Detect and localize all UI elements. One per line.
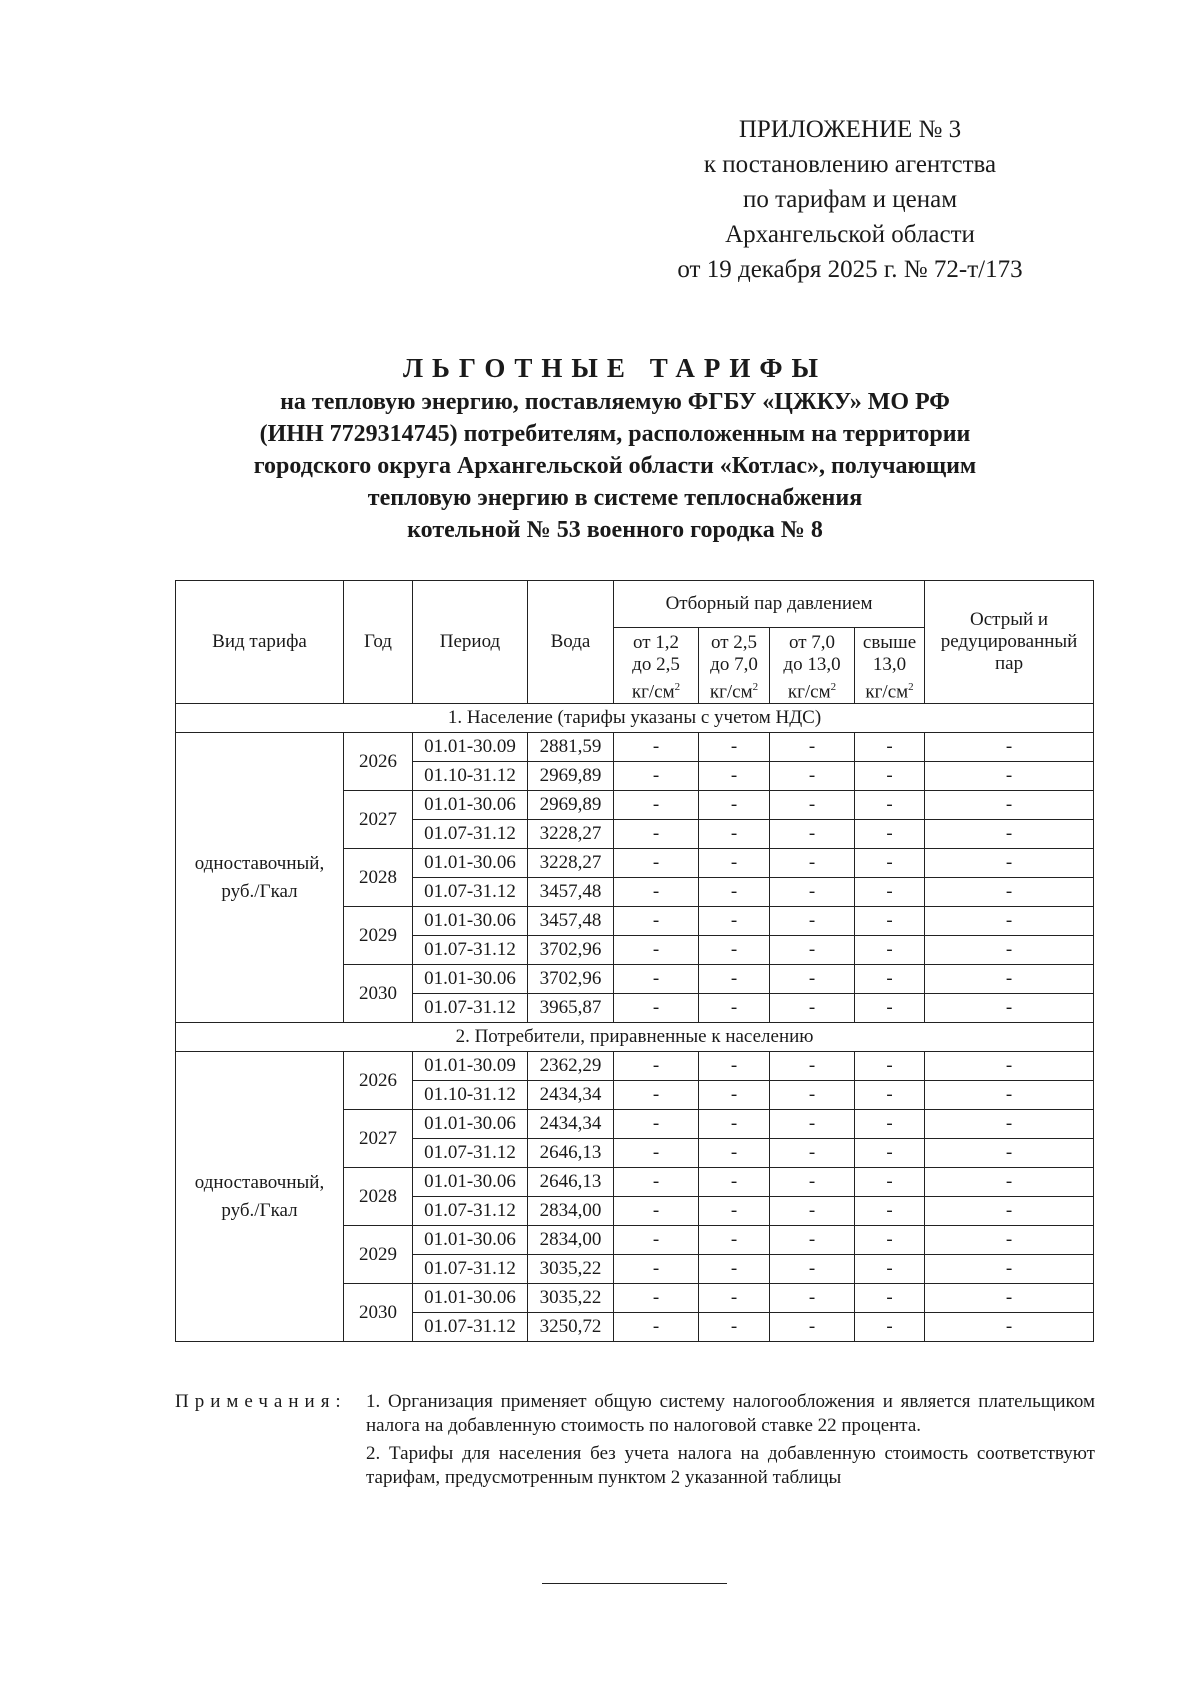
title-line: тепловую энергию в системе теплоснабжения: [367, 485, 863, 511]
steam-tariff-cell: -: [770, 1313, 855, 1342]
steam-tariff-cell: -: [770, 965, 855, 994]
sharp-steam-cell: -: [925, 1226, 1094, 1255]
appendix-ref-line: по тарифам и ценам: [742, 186, 958, 213]
steam-tariff-cell: -: [614, 1197, 699, 1226]
steam-tariff-cell: -: [614, 1255, 699, 1284]
water-tariff-cell: 3457,48: [528, 907, 614, 936]
steam-tariff-cell: -: [855, 965, 925, 994]
period-cell: 01.01-30.09: [413, 733, 528, 762]
water-tariff-cell: 2834,00: [528, 1197, 614, 1226]
sharp-steam-cell: -: [925, 907, 1094, 936]
appendix-header: [600, 112, 1100, 287]
sharp-steam-cell: -: [925, 1255, 1094, 1284]
note-item: 2. Тарифы для населения без учета налога на добавленную стоимость соответствуют тарифам, предусмотренным пунктом 2 указанной таблицы: [366, 1443, 1095, 1488]
steam-tariff-cell: -: [770, 733, 855, 762]
period-cell: 01.01-30.06: [413, 1226, 528, 1255]
notes-body: [366, 1390, 1095, 1494]
steam-tariff-cell: -: [855, 878, 925, 907]
period-cell: 01.07-31.12: [413, 1255, 528, 1284]
steam-tariff-cell: -: [855, 1110, 925, 1139]
steam-tariff-cell: -: [770, 1052, 855, 1081]
steam-tariff-cell: -: [614, 907, 699, 936]
document-title: [150, 350, 1080, 546]
header-water: Вода: [528, 581, 614, 704]
section-row: [176, 1023, 1094, 1052]
period-cell: 01.07-31.12: [413, 820, 528, 849]
steam-tariff-cell: -: [699, 849, 770, 878]
steam-tariff-cell: -: [770, 820, 855, 849]
steam-tariff-cell: -: [855, 936, 925, 965]
steam-tariff-cell: -: [699, 1313, 770, 1342]
steam-tariff-cell: -: [614, 820, 699, 849]
period-cell: 01.07-31.12: [413, 936, 528, 965]
water-tariff-cell: 3702,96: [528, 936, 614, 965]
steam-tariff-cell: -: [614, 1139, 699, 1168]
sharp-steam-cell: -: [925, 791, 1094, 820]
sharp-steam-cell: -: [925, 878, 1094, 907]
steam-tariff-cell: -: [770, 907, 855, 936]
sharp-steam-cell: -: [925, 849, 1094, 878]
year-cell: 2029: [344, 1226, 413, 1284]
steam-tariff-cell: -: [614, 1081, 699, 1110]
steam-tariff-cell: -: [614, 1110, 699, 1139]
water-tariff-cell: 3702,96: [528, 965, 614, 994]
steam-tariff-cell: -: [855, 1226, 925, 1255]
table-header: [176, 581, 1094, 704]
steam-tariff-cell: -: [855, 1139, 925, 1168]
steam-tariff-cell: -: [855, 733, 925, 762]
water-tariff-cell: 2434,34: [528, 1081, 614, 1110]
water-tariff-cell: 2969,89: [528, 762, 614, 791]
appendix-ref-line: Архангельской области: [725, 221, 975, 248]
steam-tariff-cell: -: [614, 849, 699, 878]
steam-tariff-cell: -: [770, 1284, 855, 1313]
period-cell: 01.01-30.06: [413, 907, 528, 936]
steam-tariff-cell: -: [855, 994, 925, 1023]
title-main: ЛЬГОТНЫЕ ТАРИФЫ: [402, 353, 828, 383]
sharp-steam-cell: -: [925, 1052, 1094, 1081]
steam-tariff-cell: -: [855, 907, 925, 936]
water-tariff-cell: 2881,59: [528, 733, 614, 762]
steam-tariff-cell: -: [855, 1197, 925, 1226]
year-cell: 2030: [344, 1284, 413, 1342]
steam-tariff-cell: -: [614, 1226, 699, 1255]
water-tariff-cell: 3965,87: [528, 994, 614, 1023]
sharp-steam-cell: -: [925, 762, 1094, 791]
header-steam-group: Отборный пар давлением: [614, 581, 925, 628]
steam-tariff-cell: -: [770, 1197, 855, 1226]
period-cell: 01.07-31.12: [413, 1139, 528, 1168]
sharp-steam-cell: -: [925, 1197, 1094, 1226]
water-tariff-cell: 2362,29: [528, 1052, 614, 1081]
section-row: [176, 704, 1094, 733]
water-tariff-cell: 2969,89: [528, 791, 614, 820]
steam-tariff-cell: -: [699, 1081, 770, 1110]
steam-tariff-cell: -: [855, 762, 925, 791]
header-sharp-steam: Острый и редуцированный пар: [925, 581, 1094, 704]
period-cell: 01.01-30.06: [413, 849, 528, 878]
steam-tariff-cell: -: [614, 1284, 699, 1313]
steam-tariff-cell: -: [699, 965, 770, 994]
steam-tariff-cell: -: [699, 791, 770, 820]
sharp-steam-cell: -: [925, 820, 1094, 849]
year-cell: 2029: [344, 907, 413, 965]
water-tariff-cell: 3228,27: [528, 820, 614, 849]
steam-tariff-cell: -: [699, 733, 770, 762]
period-cell: 01.07-31.12: [413, 878, 528, 907]
steam-tariff-cell: -: [699, 1255, 770, 1284]
steam-tariff-cell: -: [770, 878, 855, 907]
steam-tariff-cell: -: [770, 1255, 855, 1284]
header-tariff-type: Вид тарифа: [176, 581, 344, 704]
sharp-steam-cell: -: [925, 936, 1094, 965]
steam-tariff-cell: -: [614, 965, 699, 994]
steam-tariff-cell: -: [699, 1110, 770, 1139]
water-tariff-cell: 2646,13: [528, 1168, 614, 1197]
steam-tariff-cell: -: [614, 936, 699, 965]
steam-tariff-cell: -: [699, 820, 770, 849]
steam-tariff-cell: -: [855, 820, 925, 849]
steam-tariff-cell: -: [614, 733, 699, 762]
period-cell: 01.10-31.12: [413, 762, 528, 791]
steam-tariff-cell: -: [699, 878, 770, 907]
steam-tariff-cell: -: [770, 791, 855, 820]
period-cell: 01.01-30.06: [413, 1168, 528, 1197]
steam-tariff-cell: -: [770, 1110, 855, 1139]
steam-tariff-cell: -: [699, 762, 770, 791]
section-title: 2. Потребители, приравненные к населению: [176, 1023, 1094, 1052]
steam-tariff-cell: -: [699, 1226, 770, 1255]
steam-tariff-cell: -: [855, 1052, 925, 1081]
header-period: Период: [413, 581, 528, 704]
year-cell: 2028: [344, 849, 413, 907]
header-steam-range: от 1,2 до 2,5 $кг/см^2$: [614, 628, 699, 704]
period-cell: 01.01-30.06: [413, 1110, 528, 1139]
period-cell: 01.07-31.12: [413, 994, 528, 1023]
table-body: [176, 704, 1094, 1342]
steam-tariff-cell: -: [699, 907, 770, 936]
steam-tariff-cell: -: [855, 849, 925, 878]
steam-tariff-cell: -: [770, 936, 855, 965]
water-tariff-cell: 3228,27: [528, 849, 614, 878]
sharp-steam-cell: -: [925, 1168, 1094, 1197]
steam-tariff-cell: -: [614, 1313, 699, 1342]
sharp-steam-cell: -: [925, 1081, 1094, 1110]
steam-tariff-cell: -: [770, 1226, 855, 1255]
sharp-steam-cell: -: [925, 1313, 1094, 1342]
period-cell: 01.01-30.06: [413, 965, 528, 994]
steam-tariff-cell: -: [699, 1052, 770, 1081]
year-cell: 2028: [344, 1168, 413, 1226]
water-tariff-cell: 3457,48: [528, 878, 614, 907]
sharp-steam-cell: -: [925, 965, 1094, 994]
steam-tariff-cell: -: [770, 1168, 855, 1197]
steam-tariff-cell: -: [855, 791, 925, 820]
steam-tariff-cell: -: [614, 994, 699, 1023]
steam-tariff-cell: -: [699, 1168, 770, 1197]
steam-tariff-cell: -: [770, 762, 855, 791]
steam-tariff-cell: -: [699, 1139, 770, 1168]
year-cell: 2030: [344, 965, 413, 1023]
steam-tariff-cell: -: [614, 1168, 699, 1197]
steam-tariff-cell: -: [770, 994, 855, 1023]
water-tariff-cell: 2434,34: [528, 1110, 614, 1139]
table-row: [176, 733, 1094, 762]
period-cell: 01.07-31.12: [413, 1197, 528, 1226]
steam-tariff-cell: -: [699, 994, 770, 1023]
steam-tariff-cell: -: [770, 1139, 855, 1168]
header-steam-range: от 7,0 до 13,0 $кг/см^2$: [770, 628, 855, 704]
steam-tariff-cell: -: [614, 762, 699, 791]
tariff-table: [175, 580, 1094, 1342]
tariff-type-cell: одноставочный, руб./Гкал: [176, 1052, 344, 1342]
period-cell: 01.01-30.09: [413, 1052, 528, 1081]
section-title: 1. Население (тарифы указаны с учетом НДС): [176, 704, 1094, 733]
table-row: [176, 1052, 1094, 1081]
period-cell: 01.10-31.12: [413, 1081, 528, 1110]
steam-tariff-cell: -: [855, 1284, 925, 1313]
year-cell: 2026: [344, 733, 413, 791]
appendix-number: ПРИЛОЖЕНИЕ № 3: [738, 116, 962, 143]
closing-rule: [542, 1583, 727, 1584]
year-cell: 2026: [344, 1052, 413, 1110]
year-cell: 2027: [344, 791, 413, 849]
steam-tariff-cell: -: [614, 1052, 699, 1081]
steam-tariff-cell: -: [770, 849, 855, 878]
notes-label: Примечания:: [175, 1391, 347, 1412]
water-tariff-cell: 3035,22: [528, 1284, 614, 1313]
sharp-steam-cell: -: [925, 1110, 1094, 1139]
header-steam-range: свыше 13,0 $кг/см^2$: [855, 628, 925, 704]
period-cell: 01.01-30.06: [413, 1284, 528, 1313]
header-year: Год: [344, 581, 413, 704]
steam-tariff-cell: -: [699, 1284, 770, 1313]
appendix-ref-line: к постановлению агентства: [703, 151, 997, 178]
period-cell: 01.01-30.06: [413, 791, 528, 820]
water-tariff-cell: 2646,13: [528, 1139, 614, 1168]
tariff-type-cell: одноставочный, руб./Гкал: [176, 733, 344, 1023]
sharp-steam-cell: -: [925, 994, 1094, 1023]
steam-tariff-cell: -: [614, 878, 699, 907]
steam-tariff-cell: -: [770, 1081, 855, 1110]
steam-tariff-cell: -: [855, 1081, 925, 1110]
title-line: котельной № 53 военного городка № 8: [407, 517, 823, 543]
steam-tariff-cell: -: [699, 936, 770, 965]
steam-tariff-cell: -: [614, 791, 699, 820]
water-tariff-cell: 2834,00: [528, 1226, 614, 1255]
title-line: городского округа Архангельской области «Котлас», получающим: [253, 453, 977, 479]
note-item: 1. Организация применяет общую систему налогообложения и является плательщиком налога на добавленную стоимость по налоговой ставке 22 процента.: [366, 1391, 1095, 1436]
water-tariff-cell: 3250,72: [528, 1313, 614, 1342]
steam-tariff-cell: -: [855, 1168, 925, 1197]
header-steam-range: от 2,5 до 7,0 $кг/см^2$: [699, 628, 770, 704]
steam-tariff-cell: -: [699, 1197, 770, 1226]
steam-tariff-cell: -: [855, 1313, 925, 1342]
appendix-date-number: от 19 декабря 2025 г. № 72-т/173: [677, 256, 1023, 283]
title-line: на тепловую энергию, поставляемую ФГБУ «ЦЖКУ» МО РФ: [280, 389, 950, 415]
title-line: (ИНН 7729314745) потребителям, расположенным на территории: [259, 421, 971, 447]
water-tariff-cell: 3035,22: [528, 1255, 614, 1284]
sharp-steam-cell: -: [925, 733, 1094, 762]
year-cell: 2027: [344, 1110, 413, 1168]
sharp-steam-cell: -: [925, 1139, 1094, 1168]
sharp-steam-cell: -: [925, 1284, 1094, 1313]
steam-tariff-cell: -: [855, 1255, 925, 1284]
period-cell: 01.07-31.12: [413, 1313, 528, 1342]
